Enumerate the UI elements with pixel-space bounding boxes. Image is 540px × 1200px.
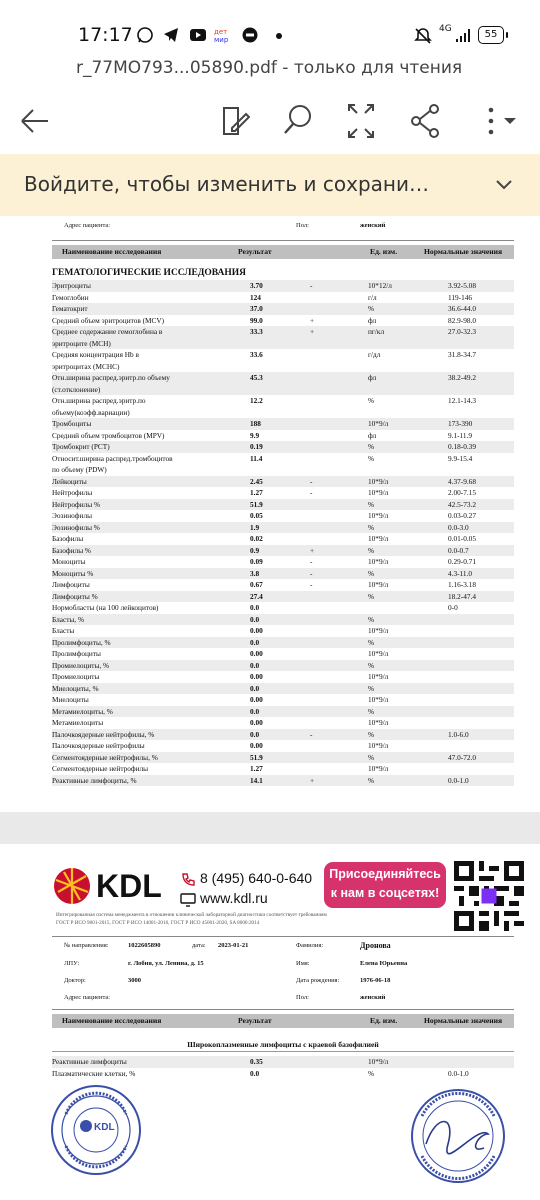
sex-label-2: Пол: [296,994,309,1001]
test-flag: + [310,545,315,555]
table-row [52,315,514,327]
test-name: Отн.ширина распред.эритр.по объему [52,373,170,382]
test-result: 3.8 [250,568,260,578]
kdl-logo-icon [52,866,92,906]
test-norm: 27.0-32.3 [448,327,476,336]
test-name: Среднее содержание гемоглобина в [52,327,163,336]
test-norm: 119-146 [448,292,473,302]
test-name: Реактивные лимфоциты, % [52,775,137,785]
test-flag: - [310,568,313,578]
table-row [52,579,514,591]
app-icon [214,26,232,44]
document-title: r_77MO793...05890.pdf - только для чтения [76,58,463,78]
table-row [52,752,514,764]
test-name: Средний объем тромбоцитов (MPV) [52,430,165,440]
phone-number: 8 (495) 640-0-640 [200,870,313,886]
table-row [52,430,514,442]
results-table-header [52,245,514,259]
test-result: 51.9 [250,499,263,509]
test-result: 1.27 [250,488,263,497]
table-row [52,510,514,522]
col-name-header-2: Наименование исследования [62,1016,162,1025]
test-unit: фл [368,430,377,440]
test-unit: % [368,775,375,785]
iso-line-1: Интегрированная система менеджмента в отношении клинической лабораторной диагностики соответствует требованиям [56,912,327,918]
test-name: Моноциты % [52,568,94,578]
test-name-continued: (ст.отклонение) [52,384,101,394]
test-norm: 18.2-47.4 [448,591,476,601]
test-result: 0.0 [250,706,260,716]
social-banner[interactable] [324,862,446,908]
svg-text:мир: мир [214,36,229,44]
table-row [52,671,514,683]
test-result: 0.09 [250,557,263,566]
test-norm: 0.0-1.0 [448,1068,469,1078]
test-unit: % [368,729,375,739]
test-unit: % [368,568,375,578]
test-name: Лимфоциты % [52,591,98,601]
test-unit: 10*9/л [368,626,389,635]
test-name: Нейтрофилы [52,488,93,497]
test-name: Метамиелоциты [52,718,104,727]
test-result: 0.0 [250,660,260,670]
table-row [52,568,514,580]
col-result-header: Результат [238,247,272,256]
test-unit: % [368,591,375,601]
test-flag: + [310,775,315,785]
test-result: 1.27 [250,764,263,773]
table-row [52,591,514,603]
test-unit: % [368,545,375,555]
test-name: Пролимфоциты, % [52,637,111,647]
patient-address-label: Адрес пациента: [64,222,111,229]
test-unit: % [368,660,375,670]
share-icon[interactable] [410,96,442,146]
test-name: Лейкоциты [52,476,87,486]
test-result: 14.1 [250,775,263,785]
test-name: Средняя концентрация Hb в [52,350,139,359]
test-result: 0.00 [250,649,263,658]
test-result: 0.02 [250,534,263,543]
test-name: Средний объем эритроцитов (MCV) [52,315,165,325]
test-result: 0.9 [250,545,260,555]
table-row [52,326,514,349]
test-unit: % [368,706,375,716]
test-flag: + [310,315,315,325]
test-flag: + [310,327,315,336]
test-unit: % [368,442,375,451]
test-norm: 1.16-3.18 [448,580,476,589]
test-norm: 38.2-49.2 [448,373,476,382]
test-norm: 0.18-0.39 [448,442,476,451]
test-name-continued: объему(коэфф.вариации) [52,407,130,417]
test-result: 0.19 [250,442,263,451]
test-name: Палочкоядерные нейтрофилы, % [52,729,155,739]
youtube-icon [189,26,207,44]
test-result: 0.00 [250,695,263,704]
table-row [52,487,514,499]
test-norm: 4.37-9.68 [448,476,476,486]
test-name: Реактивные лимфоциты [52,1057,127,1066]
col-norm-header-2: Нормальные значения [424,1016,503,1025]
whatsapp-icon [136,26,154,44]
col-norm-header: Нормальные значения [424,247,503,256]
test-result: 3.70 [250,281,263,290]
table-row [52,729,514,741]
test-result: 9.9 [250,430,260,440]
test-name-continued: эритроците (MCH) [52,338,111,348]
test-result: 0.0 [250,614,260,624]
test-name: Промиелоциты [52,672,100,681]
monitor-icon [180,892,196,908]
test-norm: 0-0 [448,603,458,612]
test-unit: % [368,614,375,624]
battery-icon: 55 [478,26,504,44]
patient-address-label-2: Адрес пациента: [64,994,111,1001]
test-result: 0.35 [250,1057,263,1066]
results-table-header-2 [52,1014,514,1028]
pdf-page-2 [0,844,540,1200]
back-arrow-icon[interactable] [18,96,52,146]
test-result: 37.0 [250,304,263,313]
test-unit: 10*9/л [368,557,389,566]
test-norm: 12.1-14.3 [448,396,476,405]
test-name-continued: эритроцитах (MCHC) [52,361,120,371]
test-unit: 10*9/л [368,419,389,428]
table-row [52,648,514,660]
test-norm: 3.92-5.08 [448,281,476,290]
chevron-down-icon[interactable] [494,178,514,192]
test-unit: 10*9/л [368,1057,389,1066]
test-norm: 173-390 [448,419,473,428]
table-row [52,637,514,649]
social-line-2: к нам в соцсетях! [330,886,440,900]
sex-value-2: женский [360,994,386,1001]
test-unit: 10*9/л [368,741,389,750]
table-row [52,395,514,418]
test-result: 2.45 [250,476,263,486]
test-result: 0.67 [250,580,263,589]
test-unit: 10*9/л [368,718,389,727]
test-name: Эритроциты [52,281,91,290]
table-row [52,533,514,545]
test-result: 0.0 [250,637,260,647]
date-value: 2023-01-21 [218,942,249,949]
table-row [52,1068,514,1080]
table-row [52,522,514,534]
doctor-label: Доктор: [64,977,86,984]
test-norm: 0.03-0.27 [448,511,476,520]
test-unit: 10*9/л [368,476,389,486]
test-unit: % [368,522,375,532]
date-label: дата: [192,942,206,949]
table-row [52,614,514,626]
website-link[interactable]: www.kdl.ru [200,890,268,906]
test-result: 0.05 [250,511,263,520]
notification-dot-icon [276,33,282,39]
test-flag: - [310,557,313,566]
test-name: Сегментоядерные нейтрофилы [52,764,149,773]
test-norm: 42.5-73.2 [448,499,476,509]
surname-label: Фамилия: [296,942,324,949]
test-result: 0.00 [250,741,263,750]
test-name: Пролимфоциты [52,649,101,658]
network-type: 4G [439,24,452,34]
test-unit: 10*9/л [368,649,389,658]
test-result: 0.0 [250,1068,260,1078]
test-unit: % [368,304,375,313]
test-result: 33.6 [250,350,263,359]
test-name: Нормобласты (на 100 лейкоцитов) [52,603,159,612]
test-result: 124 [250,292,261,302]
dob-label: Дата рождения: [296,977,340,984]
name-label: Имя: [296,960,310,967]
col-result-header-2: Результат [238,1016,272,1025]
test-norm: 31.8-34.7 [448,350,476,359]
mute-icon [413,26,433,46]
test-name: Нейтрофилы % [52,499,101,509]
test-result: 0.00 [250,626,263,635]
test-unit: 10*9/л [368,695,389,704]
test-name: Промиелоциты, % [52,660,110,670]
order-label: № направления: [64,942,109,949]
test-norm: 2.00-7.15 [448,488,476,497]
signal-icon [454,26,474,44]
sex-value: женский [360,222,386,229]
stamp-brand: KDL [94,1122,115,1133]
qr-code-icon[interactable] [454,860,524,932]
edit-icon[interactable] [220,96,250,146]
test-flag: - [310,580,313,589]
table-row [52,418,514,430]
test-result: 1.9 [250,522,260,532]
test-name: Метамиелоциты, % [52,706,113,716]
doctor-stamp-signature-icon [396,1082,514,1186]
doctor-value: 3000 [128,977,141,984]
table-row [52,303,514,315]
record-icon [241,26,259,44]
col-unit-header-2: Ед. изм. [370,1016,398,1025]
lpu-value: г. Лобня, ул. Ленина, д. 15 [128,960,204,967]
test-name: Относит.ширина распред.тромбоцитов [52,453,173,463]
more-chevron-icon[interactable] [454,96,522,146]
table-row [52,349,514,372]
test-norm: 9.9-15.4 [448,453,473,463]
name-value: Елена Юрьевна [360,960,408,967]
test-name: Базофилы % [52,545,91,555]
surname-value: Дронова [360,941,391,950]
test-name: Гемоглобин [52,292,89,302]
test-norm: 47.0-72.0 [448,752,476,762]
test-name: Отн.ширина распред.эритр.по [52,396,146,405]
table-row [52,706,514,718]
page-gap [0,812,540,844]
test-norm: 0.0-0.7 [448,545,469,555]
table-row [52,717,514,729]
table-row [52,694,514,706]
test-result: 45.3 [250,373,263,382]
test-unit: % [368,396,375,405]
test-name: Моноциты [52,557,86,566]
fullscreen-icon[interactable] [346,96,376,146]
table-row [52,280,514,292]
dob-value: 1976-06-18 [360,977,391,984]
lpu-label: ЛПУ: [64,960,80,967]
test-name: Бласты, % [52,614,85,624]
test-name: Гематокрит [52,304,88,313]
test-flag: - [310,281,313,290]
search-icon[interactable] [280,96,314,146]
section-title: ГЕМАТОЛОГИЧЕСКИЕ ИССЛЕДОВАНИЯ [52,268,247,278]
test-norm: 0.0-3.0 [448,522,469,532]
test-norm: 4.3-11.0 [448,568,473,578]
test-unit: 10*9/л [368,672,389,681]
test-result: 27.4 [250,591,263,601]
table-row [52,740,514,752]
brand-name: KDL [96,868,162,904]
test-flag: - [310,476,313,486]
test-unit: % [368,752,375,762]
order-value: 1022605890 [128,942,161,949]
pdf-page-1 [0,216,540,812]
test-result: 188 [250,419,261,428]
test-name: Эозинофилы [52,511,92,520]
test-unit: 10*9/л [368,488,389,497]
table-row [52,1056,514,1068]
test-flag: - [310,729,313,739]
sign-in-banner[interactable] [0,154,540,216]
test-result: 0.0 [250,603,260,612]
test-name: Палочкоядерные нейтрофилы [52,741,145,750]
test-unit: % [368,1068,375,1078]
table-row [52,625,514,637]
table-row [52,292,514,304]
svg-text:дет: дет [214,28,228,36]
table-row [52,476,514,488]
test-norm: 82.9-98.0 [448,315,476,325]
test-result: 0.00 [250,672,263,681]
test-result: 0.0 [250,729,260,739]
test-result: 0.00 [250,718,263,727]
phone-icon [180,872,196,888]
test-name: Тромбоциты [52,419,92,428]
test-norm: 0.29-0.71 [448,557,476,566]
test-unit: фл [368,373,377,382]
table-row [52,775,514,787]
test-unit: % [368,637,375,647]
test-unit: г/л [368,292,377,302]
test-name: Миелоциты, % [52,683,99,693]
status-time: 17:17 [78,24,133,46]
test-norm: 36.6-44.0 [448,304,476,313]
table-row [52,602,514,614]
test-unit: 10*9/л [368,511,389,520]
table-row [52,683,514,695]
test-unit: г/дл [368,350,381,359]
test-name: Тромбокрит (PCT) [52,442,110,451]
table-row [52,545,514,557]
test-result: 0.0 [250,683,260,693]
sex-label: Пол: [296,222,309,229]
col-name-header: Наименование исследования [62,247,162,256]
table-row [52,453,514,476]
test-result: 12.2 [250,396,263,405]
status-bar [0,0,540,64]
test-name: Бласты [52,626,75,635]
test-unit: пг/кл [368,327,385,336]
test-flag: - [310,488,313,497]
test-unit: 10*12/л [368,281,392,290]
table-row [52,556,514,568]
iso-line-2: ГОСТ Р ИСО 9001-2015, ГОСТ Р ИСО 14001-2016, ГОСТ Р ИСО 45001-2020, SA 8000:2014 [56,920,260,926]
banner-text: Войдите, чтобы изменить и сохрани… [24,172,429,196]
test-name: Лимфоциты [52,580,90,589]
col-unit-header: Ед. изм. [370,247,398,256]
test-norm: 0.0-1.0 [448,775,469,785]
table-row [52,441,514,453]
test-name: Сегментоядерные нейтрофилы, % [52,752,158,762]
telegram-icon [162,26,180,44]
section-title-2: Широкоплазменные лимфоциты с краевой базофилией [52,1040,514,1052]
test-result: 11.4 [250,453,263,463]
test-unit: фл [368,315,377,325]
table-row [52,660,514,672]
table-row [52,499,514,511]
test-name: Миелоциты [52,695,89,704]
test-name-continued: по объему (PDW) [52,465,107,474]
test-unit: 10*9/л [368,580,389,589]
test-result: 99.0 [250,315,263,325]
test-unit: % [368,499,375,509]
test-unit: 10*9/л [368,764,389,773]
test-name: Плазматические клетки, % [52,1068,136,1078]
test-norm: 1.0-6.0 [448,729,469,739]
test-unit: % [368,683,375,693]
test-name: Базофилы [52,534,84,543]
test-unit: % [368,453,375,463]
test-result: 33.3 [250,327,263,336]
test-name: Эозинофилы % [52,522,100,532]
table-row [52,763,514,775]
test-norm: 9.1-11.9 [448,430,473,440]
test-result: 51.9 [250,752,263,762]
test-unit: 10*9/л [368,534,389,543]
test-norm: 0.01-0.05 [448,534,476,543]
social-line-1: Присоединяйтесь [329,867,441,881]
table-row [52,372,514,395]
